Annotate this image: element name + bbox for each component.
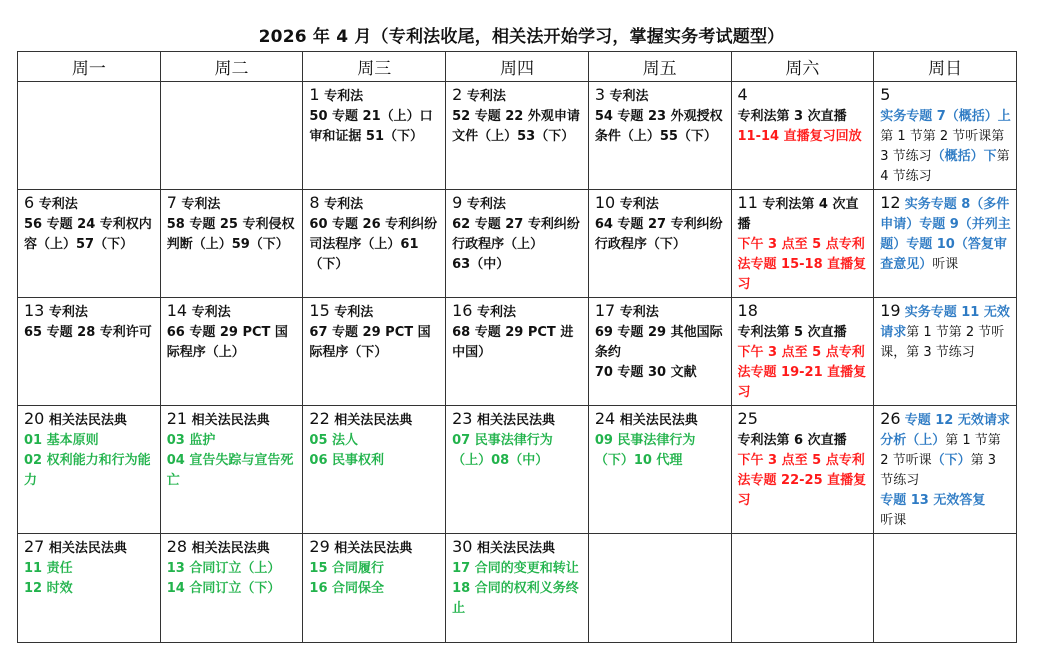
calendar-day-cell — [588, 82, 731, 190]
schedule-entry: 68 专题 29 PCT 进中国） — [452, 325, 574, 360]
schedule-entry: 07 民事法律行为（上）08（中） — [452, 433, 553, 468]
day-subject-label: 相关法民法典 — [615, 413, 698, 428]
day-header — [880, 193, 905, 212]
day-number: 22 — [309, 409, 330, 428]
day-number: 1 — [309, 85, 320, 104]
calendar-day-cell — [446, 534, 589, 643]
schedule-entry: 13 合同订立（上） — [166, 561, 281, 576]
day-number: 5 — [880, 85, 891, 104]
day-header — [452, 85, 583, 107]
calendar-day-cell — [446, 298, 589, 406]
schedule-entry: 12 时效 — [24, 581, 73, 596]
schedule-entry: 64 专题 27 专利纠纷行政程序（下） — [594, 217, 723, 252]
day-number: 26 — [880, 409, 901, 428]
day-header — [24, 409, 155, 431]
day-number: 14 — [166, 301, 188, 320]
schedule-entry: 67 专题 29 PCT 国际程序（下） — [309, 325, 431, 360]
weekday-header: 周二 — [160, 52, 303, 82]
day-subject-label: 相关法民法典 — [472, 413, 555, 428]
calendar-empty-cell — [874, 534, 1017, 643]
day-number: 30 — [452, 537, 473, 556]
day-header — [880, 85, 891, 104]
day-header — [738, 301, 869, 323]
day-header — [309, 409, 440, 431]
schedule-entry: 听课 — [932, 257, 959, 272]
calendar-day-cell — [160, 534, 303, 643]
calendar-day-cell — [303, 534, 446, 643]
day-subject-label: 专利法 — [472, 305, 516, 320]
schedule-entry: 04 宣告失踪与宣告死亡 — [166, 453, 294, 488]
day-number: 7 — [166, 193, 177, 212]
calendar-day-cell — [874, 82, 1017, 190]
calendar-week-row — [18, 534, 1017, 643]
schedule-entry: 下午 3 点至 5 点专利法专题 19-21 直播复习 — [737, 345, 867, 400]
schedule-entry: 63（中） — [452, 257, 510, 272]
day-header — [595, 301, 726, 323]
weekday-header: 周三 — [303, 52, 446, 82]
schedule-entry: 02 权利能力和行为能力 — [24, 453, 151, 488]
calendar-week-row — [18, 298, 1017, 406]
day-subject-label: 相关法民法典 — [44, 413, 127, 428]
day-number: 18 — [737, 301, 758, 320]
day-subject-label: 专利法 — [319, 89, 364, 104]
day-number: 4 — [737, 85, 748, 104]
schedule-entry: 50 专题 21（上）口审和证据 51（下） — [309, 109, 433, 144]
day-header — [452, 409, 583, 431]
schedule-entry: 专利法第 5 次直播 — [737, 325, 847, 340]
day-number: 9 — [452, 193, 463, 212]
day-header — [452, 301, 583, 323]
schedule-entry: 06 民事权利 — [309, 453, 385, 468]
calendar-day-cell — [18, 190, 161, 298]
day-number: 19 — [880, 301, 901, 320]
day-number: 21 — [166, 409, 188, 428]
calendar-day-cell — [731, 82, 874, 190]
day-header — [880, 301, 905, 320]
day-subject-label: 专利法 — [176, 197, 221, 212]
day-subject-label: 相关法民法典 — [187, 541, 270, 556]
day-header — [24, 193, 155, 215]
schedule-entry: 65 专题 28 专利许可 — [24, 325, 152, 340]
calendar-day-cell — [303, 406, 446, 534]
day-subject-label: 专利法 — [615, 197, 659, 212]
schedule-entry: 54 专题 23 外观授权条件（上）55（下） — [594, 109, 723, 144]
schedule-entry: 上 — [997, 109, 1011, 124]
calendar-day-cell — [731, 298, 874, 406]
schedule-entry: （概括）下 — [931, 149, 997, 164]
calendar-week-row — [18, 82, 1017, 190]
day-header — [738, 409, 869, 431]
schedule-entry: 11 责任 — [24, 561, 73, 576]
schedule-entry: （下） — [931, 453, 971, 468]
schedule-entry: 03 监护 — [166, 433, 216, 448]
day-header — [309, 193, 440, 215]
day-subject-label: 专利法 — [329, 305, 374, 320]
schedule-entry: 专题 12 无效请求分析（上） — [880, 413, 1010, 448]
day-header — [452, 193, 583, 215]
day-number: 28 — [166, 537, 188, 556]
day-number: 25 — [737, 409, 758, 428]
calendar-table — [17, 51, 1017, 643]
day-number: 6 — [24, 193, 35, 212]
day-subject-label: 专利法 — [34, 197, 78, 212]
schedule-entry: 52 专题 22 外观申请文件（上）53（下） — [452, 109, 580, 144]
schedule-entry: 第 1 节第 2 节听课 — [880, 433, 1001, 468]
day-header — [309, 301, 440, 323]
schedule-entry: 18 合同的权利义务终止 — [452, 581, 579, 616]
schedule-entry: 第 1 节第 2 节听课第 3 节练习 — [880, 129, 1005, 164]
calendar-day-cell — [18, 406, 161, 534]
day-header — [167, 537, 298, 559]
day-header — [738, 193, 869, 235]
calendar-day-cell — [874, 406, 1017, 534]
day-header — [167, 301, 298, 323]
weekday-header: 周日 — [874, 52, 1017, 82]
day-header — [309, 537, 440, 559]
schedule-entry: 17 合同的变更和转让 — [452, 561, 579, 576]
weekday-header: 周六 — [731, 52, 874, 82]
day-header — [167, 409, 298, 431]
calendar-day-cell — [303, 190, 446, 298]
calendar-day-cell — [731, 190, 874, 298]
schedule-entry: 69 专题 29 其他国际条约 — [594, 325, 723, 360]
schedule-entry: 下午 3 点至 5 点专利法专题 15-18 直播复习 — [737, 237, 867, 292]
schedule-entry: 01 基本原则 — [24, 433, 99, 448]
schedule-entry: 66 专题 29 PCT 国际程序（上） — [166, 325, 288, 360]
calendar-day-cell — [160, 190, 303, 298]
calendar-week-row — [18, 406, 1017, 534]
schedule-entry: 实务专题 7（概括） — [880, 109, 998, 124]
schedule-entry: 实务专题 11 无效请求 — [880, 305, 1010, 340]
calendar-empty-cell — [160, 82, 303, 190]
day-number: 24 — [594, 409, 616, 428]
day-subject-label: 专利法 — [605, 89, 649, 104]
calendar-day-cell — [588, 190, 731, 298]
calendar-title: 2026 年 4 月（专利法收尾，相关法开始学习，掌握实务考试题型） — [258, 27, 785, 47]
day-header — [880, 409, 905, 428]
day-subject-label: 专利法 — [462, 89, 506, 104]
weekday-header: 周五 — [588, 52, 731, 82]
day-number: 27 — [24, 537, 45, 556]
day-number: 3 — [594, 85, 605, 104]
day-subject-label: 相关法民法典 — [329, 413, 413, 428]
schedule-entry: 58 专题 25 专利侵权判断（上）59（下） — [166, 217, 295, 252]
calendar-day-cell — [160, 298, 303, 406]
calendar-empty-cell — [731, 534, 874, 643]
day-number: 29 — [309, 537, 330, 556]
calendar-week-row — [18, 190, 1017, 298]
schedule-entry: 09 民事法律行为（下）10 代理 — [594, 433, 696, 468]
day-header — [309, 85, 440, 107]
calendar-day-cell — [446, 190, 589, 298]
day-subject-label: 相关法民法典 — [187, 413, 270, 428]
schedule-entry: 实务专题 8（多件申请）专题 9（并列主题）专题 10（答复审查意见） — [880, 197, 1011, 272]
day-number: 23 — [452, 409, 473, 428]
schedule-entry: 62 专题 27 专利纠纷行政程序（上） — [452, 217, 580, 252]
day-subject-label: 相关法民法典 — [329, 541, 413, 556]
calendar-day-cell — [588, 298, 731, 406]
calendar-empty-cell — [588, 534, 731, 643]
day-subject-label: 专利法 — [462, 197, 506, 212]
day-number: 12 — [880, 193, 901, 212]
schedule-entry: 专利法第 6 次直播 — [737, 433, 847, 448]
day-number: 8 — [309, 193, 320, 212]
day-number: 2 — [452, 85, 463, 104]
schedule-entry: 11-14 直播复习回放 — [737, 129, 862, 144]
day-number: 16 — [452, 301, 473, 320]
schedule-entry: 14 合同订立（下） — [166, 581, 281, 596]
schedule-entry: 16 合同保全 — [309, 581, 385, 596]
day-header — [452, 537, 583, 559]
day-subject-label: 专利法 — [319, 197, 364, 212]
day-number: 11 — [737, 193, 758, 212]
schedule-entry: 05 法人 — [309, 433, 359, 448]
weekday-header-row — [18, 52, 1017, 82]
schedule-entry: 56 专题 24 专利权内容（上）57（下） — [24, 217, 152, 252]
schedule-entry: 第 1 节第 2 节听课，第 3 节练习 — [880, 325, 1005, 360]
calendar-day-cell — [303, 298, 446, 406]
schedule-entry: 专题 13 无效答复 — [880, 493, 986, 508]
calendar-day-cell — [731, 406, 874, 534]
day-header — [738, 85, 869, 107]
calendar-day-cell — [18, 298, 161, 406]
schedule-entry: 60 专题 26 专利纠纷司法程序（上）61（下） — [309, 217, 438, 272]
calendar-day-cell — [588, 406, 731, 534]
day-header — [595, 85, 726, 107]
weekday-header: 周四 — [446, 52, 589, 82]
day-number: 20 — [24, 409, 45, 428]
day-subject-label: 专利法 — [615, 305, 659, 320]
day-subject-label: 相关法民法典 — [44, 541, 127, 556]
day-header — [167, 193, 298, 215]
calendar-day-cell — [18, 534, 161, 643]
schedule-entry: 专利法第 3 次直播 — [737, 109, 847, 124]
schedule-entry: 第 4 节练习 — [880, 149, 1010, 184]
day-number: 17 — [594, 301, 616, 320]
schedule-entry: 70 专题 30 文献 — [594, 365, 697, 380]
calendar-day-cell — [160, 406, 303, 534]
day-subject-label: 相关法民法典 — [472, 541, 555, 556]
schedule-entry: 第 3 节练习 — [880, 453, 997, 488]
day-number: 15 — [309, 301, 330, 320]
day-header — [24, 537, 155, 559]
day-subject-label: 专利法 — [44, 305, 88, 320]
day-subject-label: 专利法 — [187, 305, 231, 320]
calendar-body — [18, 82, 1017, 643]
day-number: 10 — [594, 193, 616, 212]
day-header — [24, 301, 155, 323]
schedule-entry: 听课 — [880, 513, 907, 528]
calendar-day-cell — [874, 298, 1017, 406]
weekday-header: 周一 — [18, 52, 161, 82]
day-subject-label: 专利法第 4 次直播 — [737, 197, 859, 232]
schedule-entry: 下午 3 点至 5 点专利法专题 22-25 直播复习 — [737, 453, 867, 508]
calendar-day-cell — [874, 190, 1017, 298]
calendar-day-cell — [446, 406, 589, 534]
calendar-day-cell — [446, 82, 589, 190]
calendar-day-cell — [303, 82, 446, 190]
schedule-entry: 15 合同履行 — [309, 561, 385, 576]
day-header — [595, 193, 726, 215]
calendar-empty-cell — [18, 82, 161, 190]
day-header — [595, 409, 726, 431]
day-number: 13 — [24, 301, 45, 320]
